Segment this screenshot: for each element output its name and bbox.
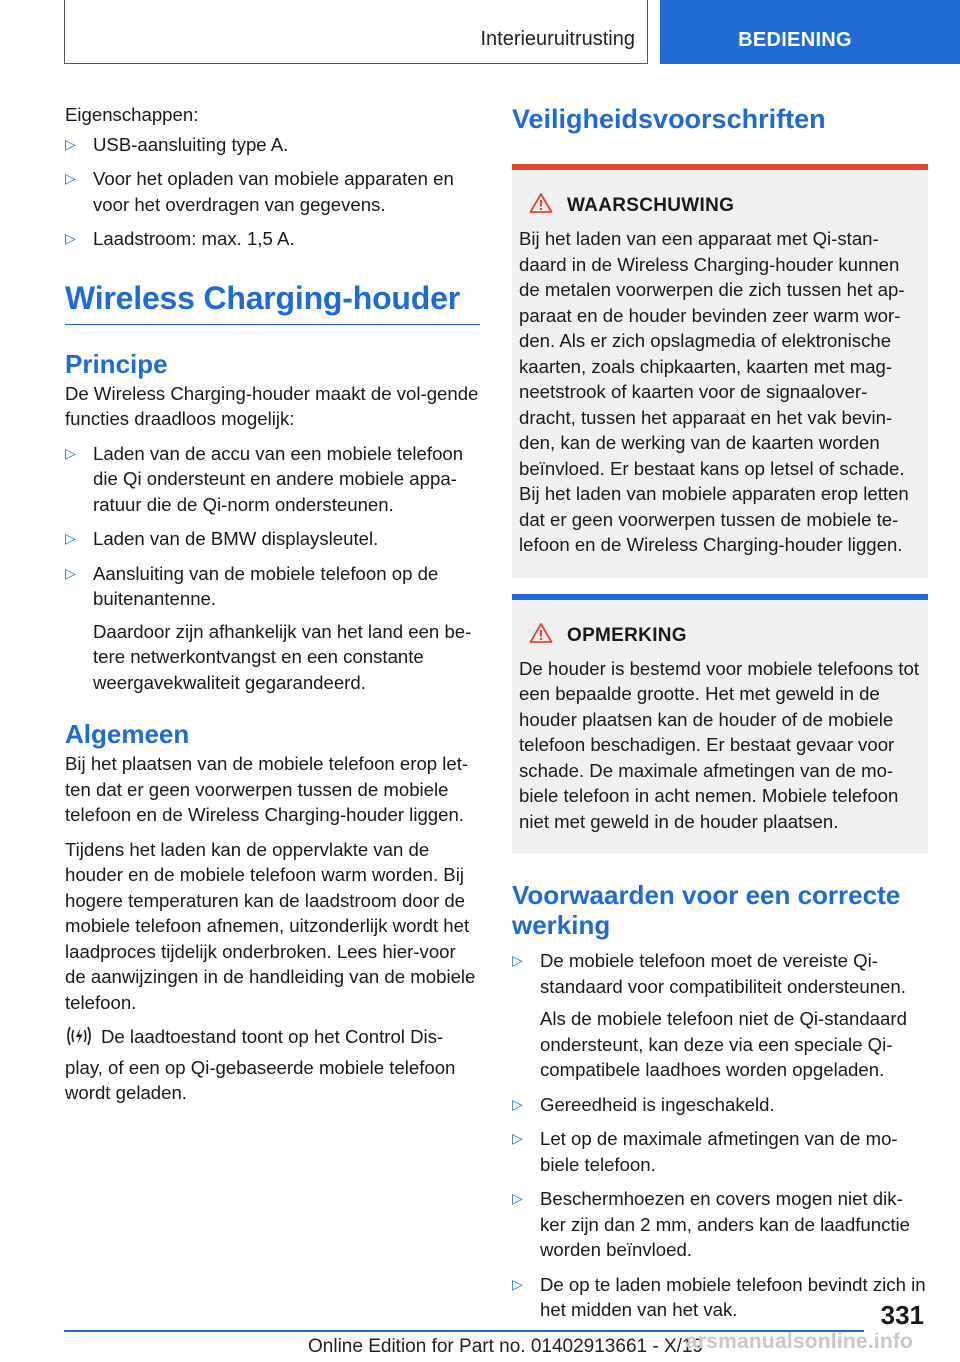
- warning-label: WAARSCHUWING: [567, 195, 735, 216]
- warning-text: Bij het laden van een apparaat met Qi-stan-daard in de Wireless Charging-houder kunnen de metalen voorwerpen die zich tussen het ap-paraat en de houder bevinden zeer warm wor-den. Als er zich opslagmedia of elektronische kaarten, zoals chipkaarten, kaarten met mag-neetstrook of kaarten voor de signaalover-dracht, tussen het apparaat en het vak bevin-den, kan de werking van de kaarten worden beïnvloed. Er bestaat kans op letsel of schade. Bij het laden van mobiele apparaten erop letten dat er geen voorwerpen tussen de mobiele te-lefoon en de Wireless Charging-houder liggen.: [519, 228, 909, 555]
- warning-triangle-icon: [529, 192, 553, 222]
- list-item: ▷ Aansluiting van de mobiele telefoon op de buitenantenne. Daardoor zijn afhankelijk van het land een be-tere netwerkontvangst en een constante weergavekwaliteit gegarandeerd.: [65, 561, 480, 696]
- list-item: ▷ Laadstroom: max. 1,5 A.: [65, 226, 480, 252]
- header-section-title: Interieuruitrusting: [480, 28, 635, 50]
- main-section-title: Wireless Charging-houder: [65, 278, 480, 325]
- warning-triangle-icon: [529, 622, 553, 652]
- list-item-subtext: Als de mobiele telefoon niet de Qi-standaard ondersteunt, kan deze via een speciale Qi-compatibele laadhoes worden opgeladen.: [540, 1008, 907, 1080]
- page-number: 331: [880, 1300, 924, 1330]
- triangle-bullet-icon: ▷: [65, 564, 76, 581]
- note-box: [512, 600, 928, 855]
- principle-text: De Wireless Charging-houder maakt de vol-gende functies draadloos mogelijk:: [65, 382, 479, 429]
- list-item: ▷ Laden van de accu van een mobiele telefoon die Qi ondersteunt en andere mobiele appa-ratuur die de Qi-norm ondersteunen.: [65, 442, 464, 515]
- note-label: OPMERKING: [567, 624, 687, 646]
- general-paragraph-3: De laadtoestand toont op het Control Dis-play, of een op Qi-gebaseerde mobiele telefoon wordt geladen.: [65, 1026, 456, 1103]
- list-item: ▷ Let op de maximale afmetingen van de mo-biele telefoon.: [512, 1128, 898, 1175]
- triangle-bullet-icon: ▷: [512, 1275, 523, 1292]
- warning-box: [512, 170, 928, 578]
- left-column: [65, 102, 480, 1115]
- principle-heading: Principe: [65, 348, 168, 379]
- properties-list: [65, 132, 480, 252]
- conditions-heading: Voorwaarden voor een correcte werking: [512, 880, 901, 940]
- list-item-subtext: Daardoor zijn afhankelijk van het land een be-tere netwerkontvangst en een constante weergavekwaliteit gegarandeerd.: [93, 620, 472, 693]
- triangle-bullet-icon: ▷: [65, 530, 76, 546]
- general-paragraph-2: Tijdens het laden kan de oppervlakte van de houder en de mobiele telefoon warm worden. Bij hogere temperaturen kan de laadstroom door de mobiele telefoon afnemen, uitzonderlijk wordt het laadproces tijdelijk onderbroken. Lees hier-voor de aanwijzingen in de handleiding van de mobiele telefoon.: [65, 838, 476, 1013]
- safety-title: Veiligheidsvoorschriften: [512, 104, 826, 134]
- watermark: arsmanualsonline.info: [686, 1330, 914, 1353]
- header-section-tab: [64, 0, 648, 64]
- triangle-bullet-icon: ▷: [512, 952, 523, 968]
- list-item: ▷ De op te laden mobiele telefoon bevindt zich in het midden van het vak.: [512, 1273, 926, 1320]
- triangle-bullet-icon: ▷: [65, 444, 76, 461]
- conditions-list: [512, 948, 928, 1323]
- list-item: ▷ Voor het opladen van mobiele apparaten en voor het overdragen van gegevens.: [65, 168, 454, 215]
- triangle-bullet-icon: ▷: [512, 1130, 523, 1146]
- triangle-bullet-icon: ▷: [65, 170, 76, 186]
- list-item: ▷ Gereedheid is ingeschakeld.: [512, 1092, 928, 1118]
- list-item: ▷ De mobiele telefoon moet de vereiste Qi-standaard voor compatibiliteit ondersteunen. Als de mobiele telefoon niet de Qi-standaard ondersteunt, kan deze via een speciale Qi-compatibele laadhoes worden opgeladen.: [512, 948, 928, 1083]
- note-text: De houder is bestemd voor mobiele telefoons tot een bepaalde grootte. Het met geweld in de houder plaatsen kan de houder of de mobiele telefoon beschadigen. Er bestaat gevaar voor schade. De maximale afmetingen van de mo-biele telefoon in acht nemen. Mobiele telefoon niet met geweld in de houder plaatsen.: [519, 657, 919, 832]
- triangle-bullet-icon: ▷: [65, 135, 76, 152]
- principle-list: [65, 441, 480, 696]
- triangle-bullet-icon: ▷: [65, 230, 76, 246]
- triangle-bullet-icon: ▷: [512, 1095, 523, 1112]
- general-paragraph-1: Bij het plaatsen van de mobiele telefoon erop let-ten dat er geen voorwerpen tussen de mobiele telefoon en de Wireless Charging-houder liggen.: [65, 753, 469, 825]
- footer-edition: Online Edition for Part no. 01402913661 - X/19: [308, 1336, 704, 1357]
- general-heading: Algemeen: [65, 719, 190, 749]
- wireless-charging-icon: [65, 1024, 93, 1055]
- header-chapter-tab: [660, 0, 960, 64]
- list-item: ▷ Beschermhoezen en covers mogen niet dik-ker zijn dan 2 mm, anders kan de laadfunctie worden beïnvloed.: [512, 1188, 911, 1260]
- list-item: ▷ USB-aansluiting type A.: [65, 132, 480, 158]
- header-chapter-title: BEDIENING: [738, 29, 852, 51]
- list-item: ▷ Laden van de BMW displaysleutel.: [65, 526, 480, 552]
- triangle-bullet-icon: ▷: [512, 1190, 523, 1206]
- right-column: [512, 102, 928, 1332]
- properties-intro: Eigenschappen:: [65, 104, 199, 125]
